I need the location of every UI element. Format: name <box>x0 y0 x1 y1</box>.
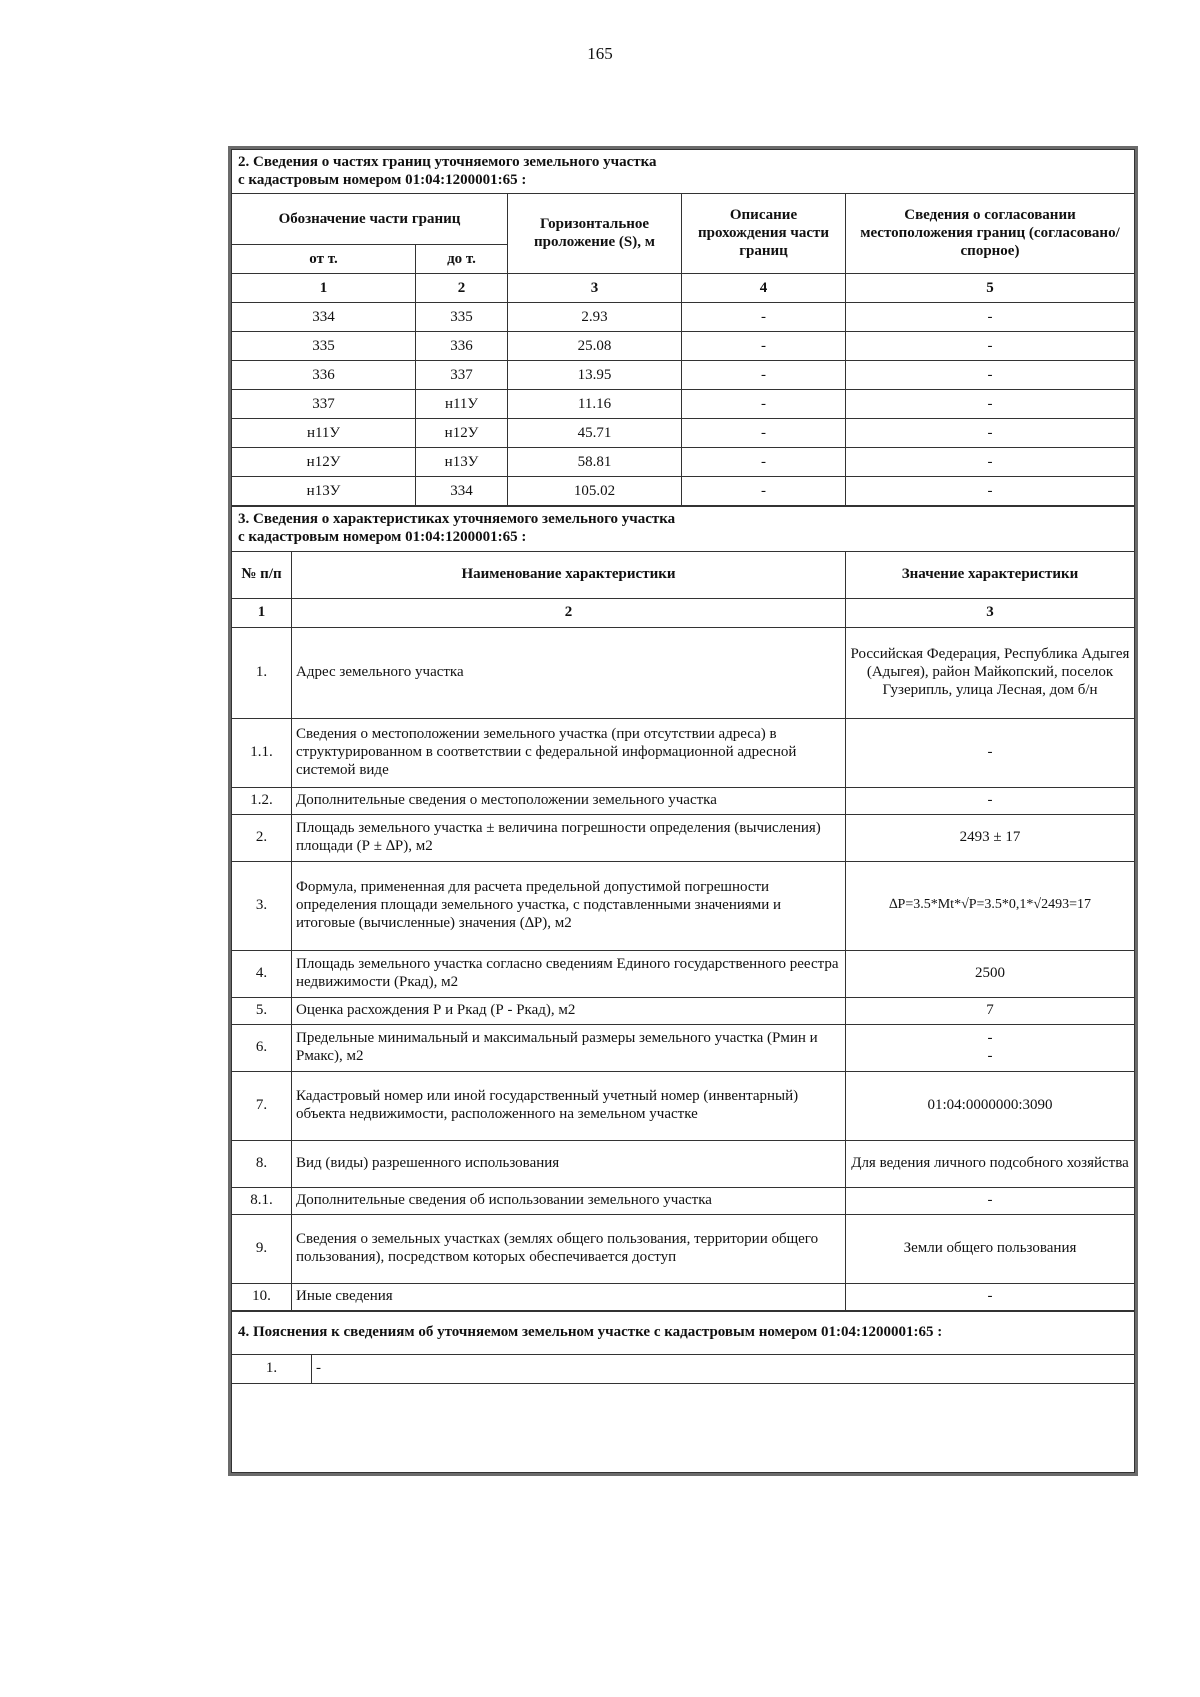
from-cell: 337 <box>232 390 416 419</box>
value-cell: - <box>846 787 1135 814</box>
value-cell: - <box>846 718 1135 787</box>
from-cell: н12У <box>232 448 416 477</box>
value-cell: Земли общего пользования <box>846 1214 1135 1283</box>
table-row <box>232 1283 1135 1310</box>
description-cell: - <box>682 419 846 448</box>
name-cell: Адрес земельного участка <box>292 627 846 718</box>
agreement-cell: - <box>846 361 1135 390</box>
description-cell: - <box>682 332 846 361</box>
value-cell: - <box>846 1283 1135 1310</box>
from-header: от т. <box>232 245 416 274</box>
min-size-value: - <box>987 1030 993 1047</box>
value-cell: - <box>846 1187 1135 1214</box>
name-cell: Вид (виды) разрешенного использования <box>292 1140 846 1187</box>
table-row <box>232 627 1135 718</box>
section3-title: 3. Сведения о характеристиках уточняемого земельного участка с кадастровым номером 01:04:1200001:65 : <box>232 507 1135 551</box>
to-cell: 337 <box>416 361 508 390</box>
col-number: 2 <box>416 274 508 303</box>
from-cell: 335 <box>232 332 416 361</box>
table-row <box>232 718 1135 787</box>
section4-title: 4. Пояснения к сведениям об уточняемом земельном участке с кадастровым номером 01:04:1200001:65 : <box>232 1311 1135 1354</box>
table-row <box>232 390 1135 419</box>
distance-cell: 45.71 <box>508 419 682 448</box>
blank-cell <box>232 1383 1135 1472</box>
table-row <box>232 1071 1135 1140</box>
name-cell: Сведения о земельных участках (землях общего пользования, территории общего пользования), посредством которых обеспечивается доступ <box>292 1214 846 1283</box>
num-cell: 10. <box>232 1283 292 1310</box>
value-cell: 7 <box>846 997 1135 1024</box>
to-cell: н13У <box>416 448 508 477</box>
to-cell: 336 <box>416 332 508 361</box>
name-header: Наименование характеристики <box>292 551 846 598</box>
distance-cell: 13.95 <box>508 361 682 390</box>
num-cell: 6. <box>232 1024 292 1071</box>
to-cell: н12У <box>416 419 508 448</box>
section2-title: 2. Сведения о частях границ уточняемого земельного участка с кадастровым номером 01:04:1200001:65 : <box>232 150 1135 194</box>
agreement-header: Сведения о согласовании местоположения границ (согласовано/спорное) <box>846 194 1135 274</box>
agreement-cell: - <box>846 332 1135 361</box>
value-cell: 2500 <box>846 950 1135 997</box>
table-row <box>232 419 1135 448</box>
table-row <box>232 814 1135 861</box>
table-row <box>232 303 1135 332</box>
table-row <box>232 1024 1135 1071</box>
description-header: Описание прохождения части границ <box>682 194 846 274</box>
num-cell: 1.2. <box>232 787 292 814</box>
page-number: 165 <box>587 44 613 63</box>
num-cell: 4. <box>232 950 292 997</box>
name-cell: Оценка расхождения Р и Ркад (Р - Ркад), м2 <box>292 997 846 1024</box>
horizontal-header: Горизонтальное проложение (S), м <box>508 194 682 274</box>
table-row <box>232 1214 1135 1283</box>
to-header: до т. <box>416 245 508 274</box>
num-cell: 5. <box>232 997 292 1024</box>
value-cell: Российская Федерация, Республика Адыгея (Адыгея), район Майкопский, поселок Гузерипль, улица Лесная, дом б/н <box>846 627 1135 718</box>
designation-header: Обозначение части границ <box>232 194 508 245</box>
col-number: 1 <box>232 274 416 303</box>
col-number: 4 <box>682 274 846 303</box>
value-header: Значение характеристики <box>846 551 1135 598</box>
from-cell: 334 <box>232 303 416 332</box>
table-row <box>232 1140 1135 1187</box>
num-cell: 1. <box>232 627 292 718</box>
num-cell: 3. <box>232 861 292 950</box>
table-row <box>232 332 1135 361</box>
land-plot-form <box>228 146 1138 1476</box>
table-row <box>232 1354 1135 1383</box>
name-cell: Дополнительные сведения об использовании земельного участка <box>292 1187 846 1214</box>
description-cell: - <box>682 361 846 390</box>
num-cell: 8.1. <box>232 1187 292 1214</box>
to-cell: 335 <box>416 303 508 332</box>
table-row <box>232 361 1135 390</box>
from-cell: н11У <box>232 419 416 448</box>
num-cell: 1.1. <box>232 718 292 787</box>
agreement-cell: - <box>846 448 1135 477</box>
name-cell: Кадастровый номер или иной государственный учетный номер (инвентарный) объекта недвижимости, расположенного на земельном участке <box>292 1071 846 1140</box>
boundary-parts-table <box>231 149 1135 506</box>
table-row <box>232 448 1135 477</box>
num-cell: 9. <box>232 1214 292 1283</box>
distance-cell: 58.81 <box>508 448 682 477</box>
name-cell: Площадь земельного участка согласно сведениям Единого государственного реестра недвижимости (Ркад), м2 <box>292 950 846 997</box>
blank-row <box>232 1383 1135 1472</box>
name-cell: Дополнительные сведения о местоположении земельного участка <box>292 787 846 814</box>
table-row <box>232 997 1135 1024</box>
explanations-table <box>231 1311 1135 1473</box>
num-cell: 7. <box>232 1071 292 1140</box>
col-number: 3 <box>846 598 1135 627</box>
name-cell: Площадь земельного участка ± величина погрешности определения (вычисления) площади (Р ± ∆Р), м2 <box>292 814 846 861</box>
col-number: 5 <box>846 274 1135 303</box>
table-row <box>232 861 1135 950</box>
description-cell: - <box>682 390 846 419</box>
agreement-cell: - <box>846 390 1135 419</box>
num-cell: 2. <box>232 814 292 861</box>
value-cell: Для ведения личного подсобного хозяйства <box>846 1140 1135 1187</box>
characteristics-table <box>231 506 1135 1310</box>
col-number: 2 <box>292 598 846 627</box>
name-cell: Предельные минимальный и максимальный размеры земельного участка (Рмин и Рмакс), м2 <box>292 1024 846 1071</box>
value-cell: 01:04:0000000:3090 <box>846 1071 1135 1140</box>
agreement-cell: - <box>846 303 1135 332</box>
value-cell: ∆Р=3.5*Mt*√Р=3.5*0,1*√2493=17 <box>846 861 1135 950</box>
distance-cell: 105.02 <box>508 477 682 506</box>
name-cell: Сведения о местоположении земельного участка (при отсутствии адреса) в структурированном в соответствии с федеральной информационной адресной системой виде <box>292 718 846 787</box>
to-cell: н11У <box>416 390 508 419</box>
text-cell: - <box>312 1354 1135 1383</box>
num-cell: 1. <box>232 1354 312 1383</box>
col-number: 3 <box>508 274 682 303</box>
name-cell: Формула, примененная для расчета предельной допустимой погрешности определения площади земельного участка, с подставленными значениями и итоговые (вычисленные) значения (∆Р), м2 <box>292 861 846 950</box>
agreement-cell: - <box>846 419 1135 448</box>
description-cell: - <box>682 303 846 332</box>
col-number: 1 <box>232 598 292 627</box>
agreement-cell: - <box>846 477 1135 506</box>
distance-cell: 25.08 <box>508 332 682 361</box>
name-cell: Иные сведения <box>292 1283 846 1310</box>
num-header: № п/п <box>232 551 292 598</box>
from-cell: 336 <box>232 361 416 390</box>
distance-cell: 11.16 <box>508 390 682 419</box>
to-cell: 334 <box>416 477 508 506</box>
max-size-value: - <box>987 1047 993 1064</box>
table-row <box>232 950 1135 997</box>
table-row <box>232 1187 1135 1214</box>
table-row <box>232 477 1135 506</box>
from-cell: н13У <box>232 477 416 506</box>
distance-cell: 2.93 <box>508 303 682 332</box>
table-row <box>232 787 1135 814</box>
description-cell: - <box>682 477 846 506</box>
value-cell <box>846 1024 1135 1071</box>
description-cell: - <box>682 448 846 477</box>
value-cell: 2493 ± 17 <box>846 814 1135 861</box>
num-cell: 8. <box>232 1140 292 1187</box>
